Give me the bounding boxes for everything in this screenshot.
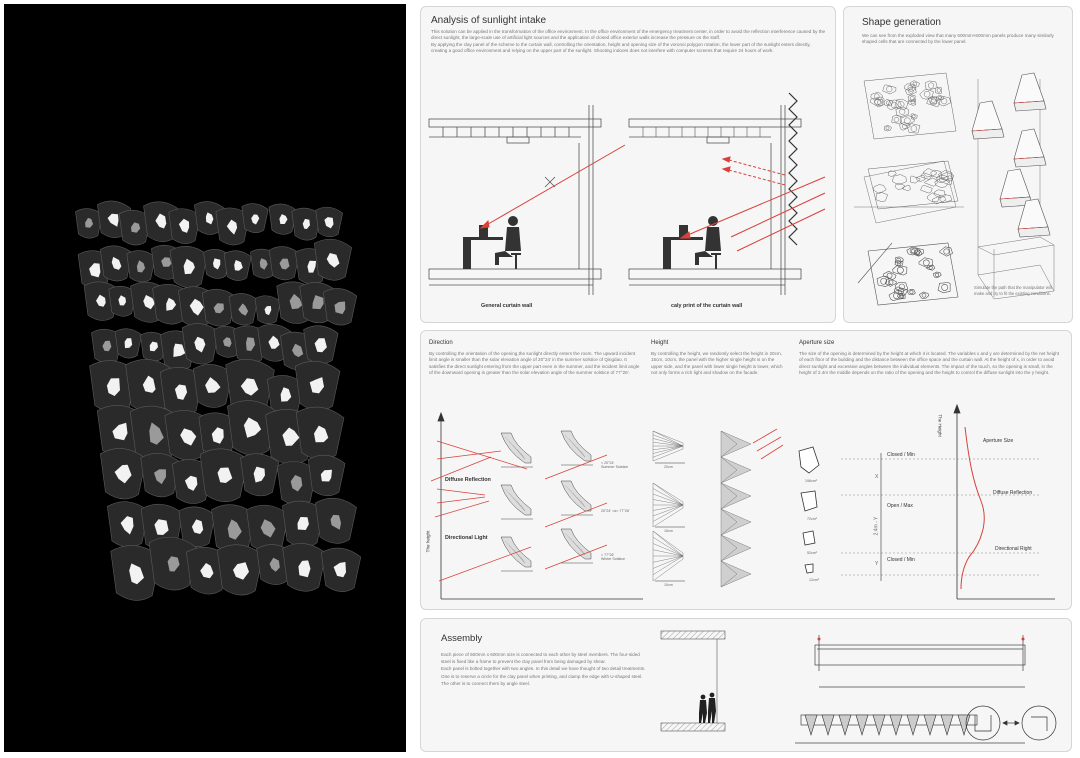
shape-generation-panel — [843, 6, 1073, 323]
area-4: 12cm² — [809, 578, 819, 582]
shape-title: Shape generation — [862, 17, 941, 28]
parameters-panel — [420, 330, 1072, 610]
curtain-wall-section-diagrams — [421, 7, 837, 324]
clay-panel-render-image — [4, 4, 406, 752]
shape-body: We can see from the exploded view that many 600mm×600mm panels produce many similarly shaped cells that are connected by the lower panel. — [862, 33, 1054, 45]
aperture-size-label: Aperture Size — [983, 438, 1014, 444]
right-directional: Directional Right — [995, 546, 1032, 552]
height-body: By controlling the height, we randomly select the height in 20cm, 15cm, 10cm, the panel with the higher single height is on the upper side, and the panel with lower single height is lower, which not only forms a rich light and shadow on the facade. — [651, 351, 783, 375]
direction-title: Direction — [429, 340, 453, 346]
assembly-details — [421, 619, 1073, 753]
area-1: 196cm² — [805, 479, 817, 483]
direction-axis-label: The height — [425, 530, 431, 553]
exploded-view-diagram — [844, 7, 1074, 324]
caption-general-curtain-wall: General curtain wall — [481, 303, 533, 309]
mark-x: X — [875, 474, 879, 480]
sunlight-analysis-panel — [420, 6, 836, 323]
height-dim-15: 15cm — [664, 529, 673, 533]
label-directional-light: Directional Light — [445, 535, 488, 541]
area-2: 72cm² — [807, 517, 817, 521]
height-dim-20: 20cm — [664, 465, 673, 469]
height-title: Height — [651, 340, 669, 346]
mark-y: Y — [875, 561, 879, 567]
assembly-title: Assembly — [441, 633, 483, 644]
assembly-body: Each piece of 600mm x 600mm size is connected to each other by steel members. The four-sided steel is fixed like a frame to prevent the clay panel from being damaged by shear. Each panel is bolted together with two angles. In this detail we have thought of two detail treatments. One is to reserve a circle for the clay panel when printing, and clamp the edge with U-shaped steel. The other is to connect them by angle steel. — [441, 652, 646, 686]
assembly-panel — [420, 618, 1072, 752]
note-mid: 20°24' <α< 77°26' — [601, 509, 630, 513]
direction-body: By controlling the orientation of the opening,the sunlight directly enters the room. The upward incident limit angle is smaller than the solar elevation angle of 20°24' in the summer solstice of Qingdao. It satisfies the direct sunlight entering from the upper part even in the summer, and the incident limit angle of the downward opening is greater than the solar elevation angle of the summer solstice of 77°26'. — [429, 351, 640, 375]
row-closed-bottom: Closed / Min — [887, 557, 915, 563]
mark-mid: 2.4m - Y — [873, 516, 880, 536]
height-dim-10: 10cm — [664, 583, 673, 587]
aperture-title: Aperture size — [799, 340, 835, 346]
row-closed-top: Closed / Min — [887, 452, 915, 458]
area-3: 52cm² — [807, 551, 817, 555]
note-summer: < 20°24' Summer Solstice — [601, 461, 629, 469]
parameter-diagrams — [421, 331, 1073, 611]
render-illustration — [4, 4, 406, 752]
right-diffuse-reflection: Diffuse Reflection — [993, 490, 1033, 496]
label-diffuse-reflection: Diffuse Reflection — [445, 477, 491, 483]
caption-clay-print-curtain-wall: caly print of the curtain wall — [671, 303, 743, 309]
note-winter: > 77°26' Winter Solstice — [601, 553, 625, 561]
aperture-axis-label: The Height — [937, 414, 943, 437]
sunlight-body: This solution can be applied in the transformation of the office environment. In the office environment of the emergency treatment center, in order to avoid the reflection interference caused by the direct sunlight, the large-scale use of artificial light sources and the application of closed office exterior walls increase the pressure on the staff. By applying the clay panel of the scheme to the curtain wall, controlling the orientation, height and opening size of the voronoi polygon rotation, the lower part of the sunlight enters directly, creating a good office environment and relying on the upper part of the sunlight. Shooting indoors does not interfere with computer screens that require 24 hours of work. — [431, 29, 826, 53]
row-open: Open / Max — [887, 503, 913, 509]
sunlight-title: Analysis of sunlight intake — [431, 15, 547, 26]
shape-note: Simulate the path that the manipulator will make and try to fit the existing conditions. — [974, 285, 1052, 296]
aperture-body: The size of the opening is determined by the height at which it is located. The variables x and y are determined by the net height of each floor of the building and the distance between the office space and the curtain wall. At the height of x, in order to avoid direct sunlight and excessive angles between the individual elements. The impact of the touch, so the opening is small, in the height of 2.4m the middle depends on the ratio of the opening and the height to control the diffuse sunlight into the y height. — [799, 351, 1060, 375]
